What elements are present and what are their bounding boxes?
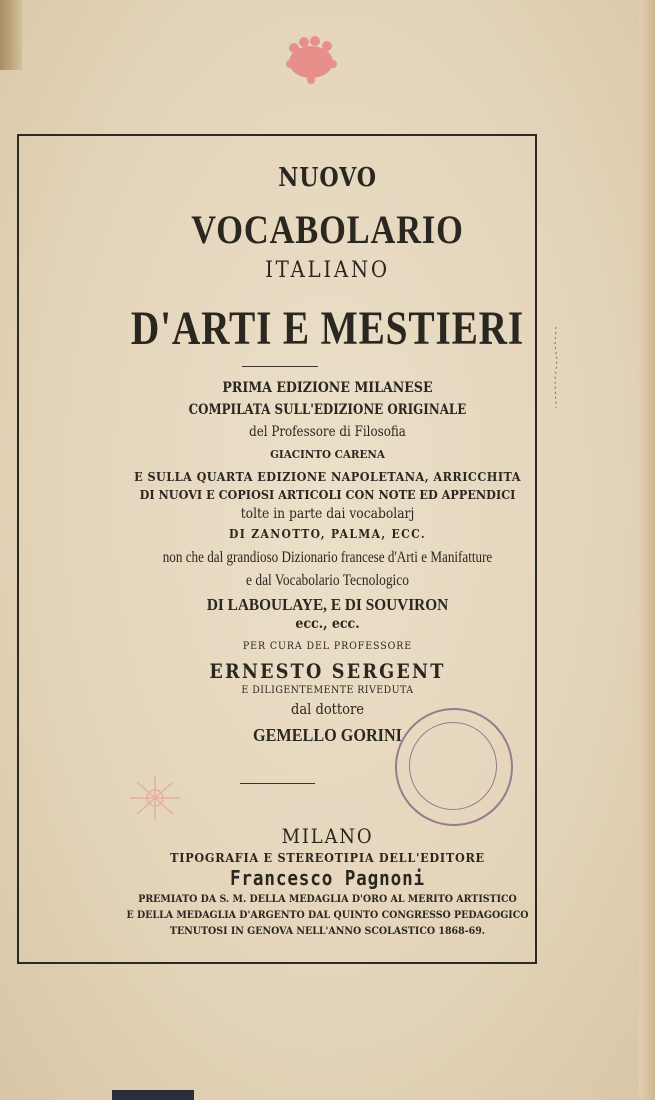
award-line-3: TENUTOSI IN GENOVA NELL'ANNO SCOLASTICO 1868-69. [169, 925, 486, 937]
editor-sergent: ERNESTO SERGENT [209, 659, 446, 683]
edition-line: PRIMA EDIZIONE MILANESE [222, 380, 433, 396]
reviser-gorini: GEMELLO GORINI [253, 725, 402, 745]
pencil-mark-icon [551, 325, 561, 410]
doctor-line: dal dottore [291, 702, 364, 718]
award-line-1: PREMIATO DA S. M. DELLA MEDAGLIA D'ORO AL MERITO ARTISTICO [138, 893, 517, 905]
binding-tab [112, 1090, 194, 1100]
professor-line: del Professore di Filosofia [249, 424, 406, 440]
publisher-pagnoni: Francesco Pagnoni [229, 866, 426, 890]
fourth-edition-line: E SULLA QUARTA EDIZIONE NAPOLETANA, ARRICCHITA [134, 469, 521, 484]
ecc-line: ecc., ecc. [295, 616, 360, 632]
title-line-1: NUOVO [278, 163, 377, 193]
title-line-4: D'ARTI E MESTIERI [130, 302, 525, 355]
red-ornament-icon [282, 34, 340, 86]
care-of-line: PER CURA DEL PROFESSORE [242, 640, 413, 652]
faded-ornament-icon [126, 774, 184, 822]
compiled-line: COMPILATA SULL'EDIZIONE ORIGINALE [188, 402, 467, 418]
sources-laboulaye: DI LABOULAYE, E DI SOUVIRON [206, 595, 449, 614]
dictionary-line: non che dal grandioso Dizionario francese d'Arti e Manifatture [162, 549, 493, 566]
title-line-2: VOCABOLARIO [191, 207, 464, 252]
new-articles-line: DI NUOVI E COPIOSI ARTICOLI CON NOTE ED APPENDICI [139, 487, 516, 502]
typography-line: TIPOGRAFIA E STEREOTIPIA DELL'EDITORE [170, 850, 485, 865]
page-edge [639, 0, 655, 1100]
divider-top [242, 366, 318, 367]
city-milano: MILANO [281, 824, 374, 848]
torn-edge [0, 0, 22, 70]
revised-line: E DILIGENTEMENTE RIVEDUTA [241, 684, 414, 696]
library-stamp-icon [395, 708, 513, 826]
award-line-2: E DELLA MEDAGLIA D'ARGENTO DAL QUINTO CONGRESSO PEDAGOGICO [126, 909, 529, 921]
divider-bottom [240, 783, 315, 784]
title-line-3: ITALIANO [265, 258, 390, 283]
taken-from-line: tolte in parte dai vocabolarj [240, 506, 415, 522]
author-carena: GIACINTO CARENA [270, 447, 385, 461]
sources-zanotto: DI ZANOTTO, PALMA, ECC. [229, 527, 426, 541]
vocabulary-line: e dal Vocabolario Tecnologico [246, 572, 409, 589]
